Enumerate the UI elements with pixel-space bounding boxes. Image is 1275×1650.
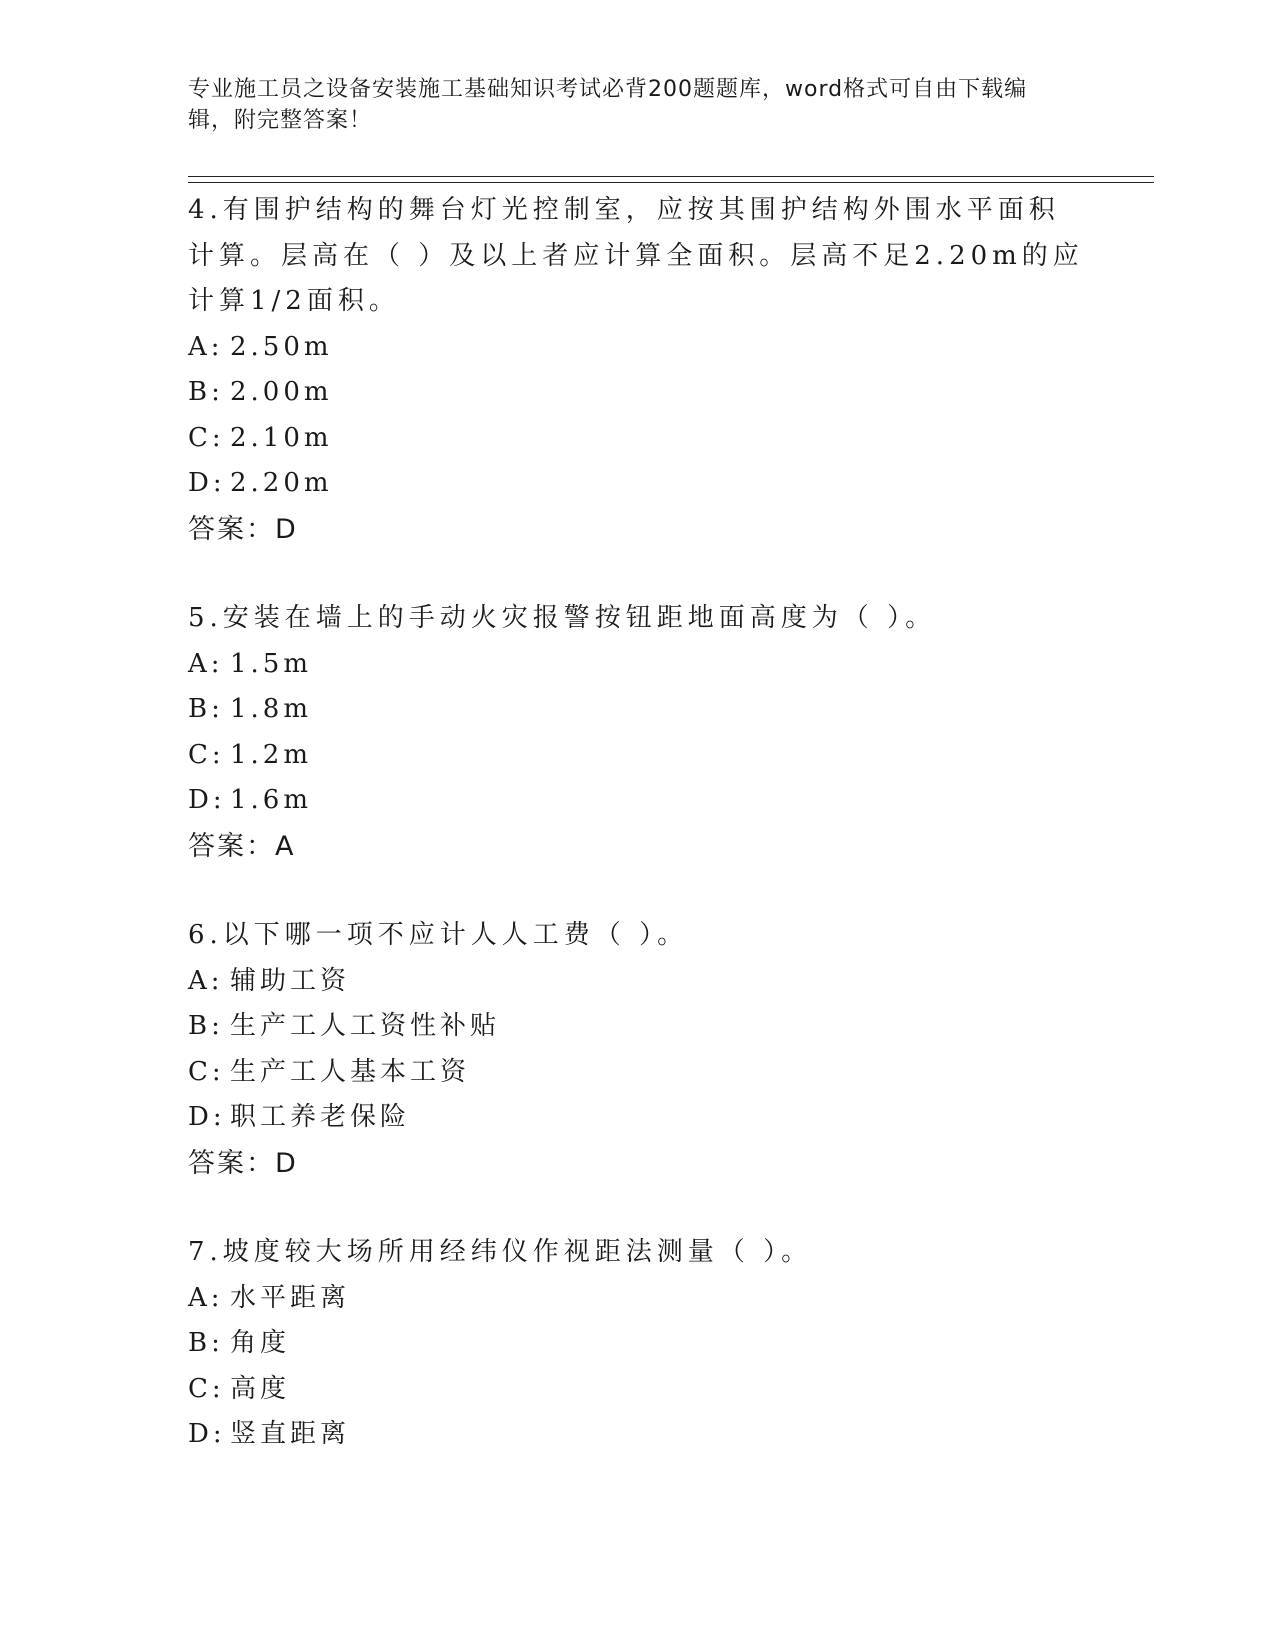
option-d <box>188 1412 1088 1458</box>
option-text: 1.8m <box>230 694 313 724</box>
question-7 <box>188 1230 1088 1458</box>
option-text: 高度 <box>230 1373 291 1404</box>
option-text: 生产工人工资性补贴 <box>230 1011 501 1041</box>
header-divider-top <box>188 176 1154 177</box>
option-text: 1.5m <box>230 648 313 679</box>
option-b <box>188 370 1088 416</box>
option-d <box>188 461 1088 507</box>
option-text: 水平距离 <box>230 1282 351 1313</box>
option-letter: C: <box>188 1056 225 1087</box>
answer-line: 答案：A <box>188 830 296 862</box>
option-c <box>188 1050 1088 1096</box>
question-stem: 6.以下哪一项不应计人人工费（ ）。 <box>188 920 689 950</box>
question-stem: 4.有围护结构的舞台灯光控制室，应按其围护结构外围水平面积计算。层高在（ ）及以上者应计算全面积。层高不足2.20m的应计算1/2面积。 <box>188 195 1084 316</box>
option-letter: D: <box>188 785 226 815</box>
option-letter: A: <box>188 331 224 362</box>
option-text: 1.6m <box>230 785 313 815</box>
option-text: 角度 <box>230 1328 291 1358</box>
option-text: 职工养老保险 <box>230 1102 411 1132</box>
option-c <box>188 416 1088 462</box>
option-b <box>188 1321 1088 1367</box>
option-letter: B: <box>188 1328 224 1358</box>
option-a <box>188 642 1088 688</box>
option-letter: D: <box>188 1419 226 1449</box>
header-divider-bottom <box>188 182 1154 183</box>
option-text: 2.10m <box>230 422 333 453</box>
option-letter: A: <box>188 648 224 679</box>
option-letter: D: <box>188 1102 226 1132</box>
option-letter: B: <box>188 377 224 407</box>
option-d <box>188 1095 1088 1141</box>
question-4 <box>188 188 1088 552</box>
option-c <box>188 1367 1088 1413</box>
option-letter: B: <box>188 694 224 724</box>
answer-line: 答案：D <box>188 1147 298 1179</box>
option-d <box>188 778 1088 824</box>
option-text: 生产工人基本工资 <box>230 1056 471 1087</box>
option-letter: A: <box>188 965 224 996</box>
option-a <box>188 325 1088 371</box>
option-text: 竖直距离 <box>230 1419 351 1449</box>
option-text: 2.50m <box>230 331 333 362</box>
question-6 <box>188 913 1088 1186</box>
option-letter: C: <box>188 422 225 453</box>
option-text: 2.00m <box>230 377 333 407</box>
option-b <box>188 687 1088 733</box>
option-letter: B: <box>188 1011 224 1041</box>
option-letter: C: <box>188 1373 225 1404</box>
option-letter: A: <box>188 1282 224 1313</box>
option-b <box>188 1004 1088 1050</box>
option-c <box>188 733 1088 779</box>
option-a <box>188 1276 1088 1322</box>
option-letter: C: <box>188 739 225 770</box>
question-stem: 5.安装在墙上的手动火灾报警按钮距地面高度为（ ）。 <box>188 603 937 633</box>
option-text: 辅助工资 <box>230 965 351 996</box>
document-header: 专业施工员之设备安装施工基础知识考试必背200题题库，word格式可自由下载编辑，附完整答案！ <box>188 77 1028 133</box>
question-list <box>188 188 1088 1502</box>
option-a <box>188 959 1088 1005</box>
option-letter: D: <box>188 468 226 498</box>
option-text: 2.20m <box>230 468 333 498</box>
answer-line: 答案：D <box>188 513 298 545</box>
question-stem: 7.坡度较大场所用经纬仪作视距法测量（ ）。 <box>188 1237 813 1267</box>
question-5 <box>188 596 1088 869</box>
option-text: 1.2m <box>230 739 313 770</box>
